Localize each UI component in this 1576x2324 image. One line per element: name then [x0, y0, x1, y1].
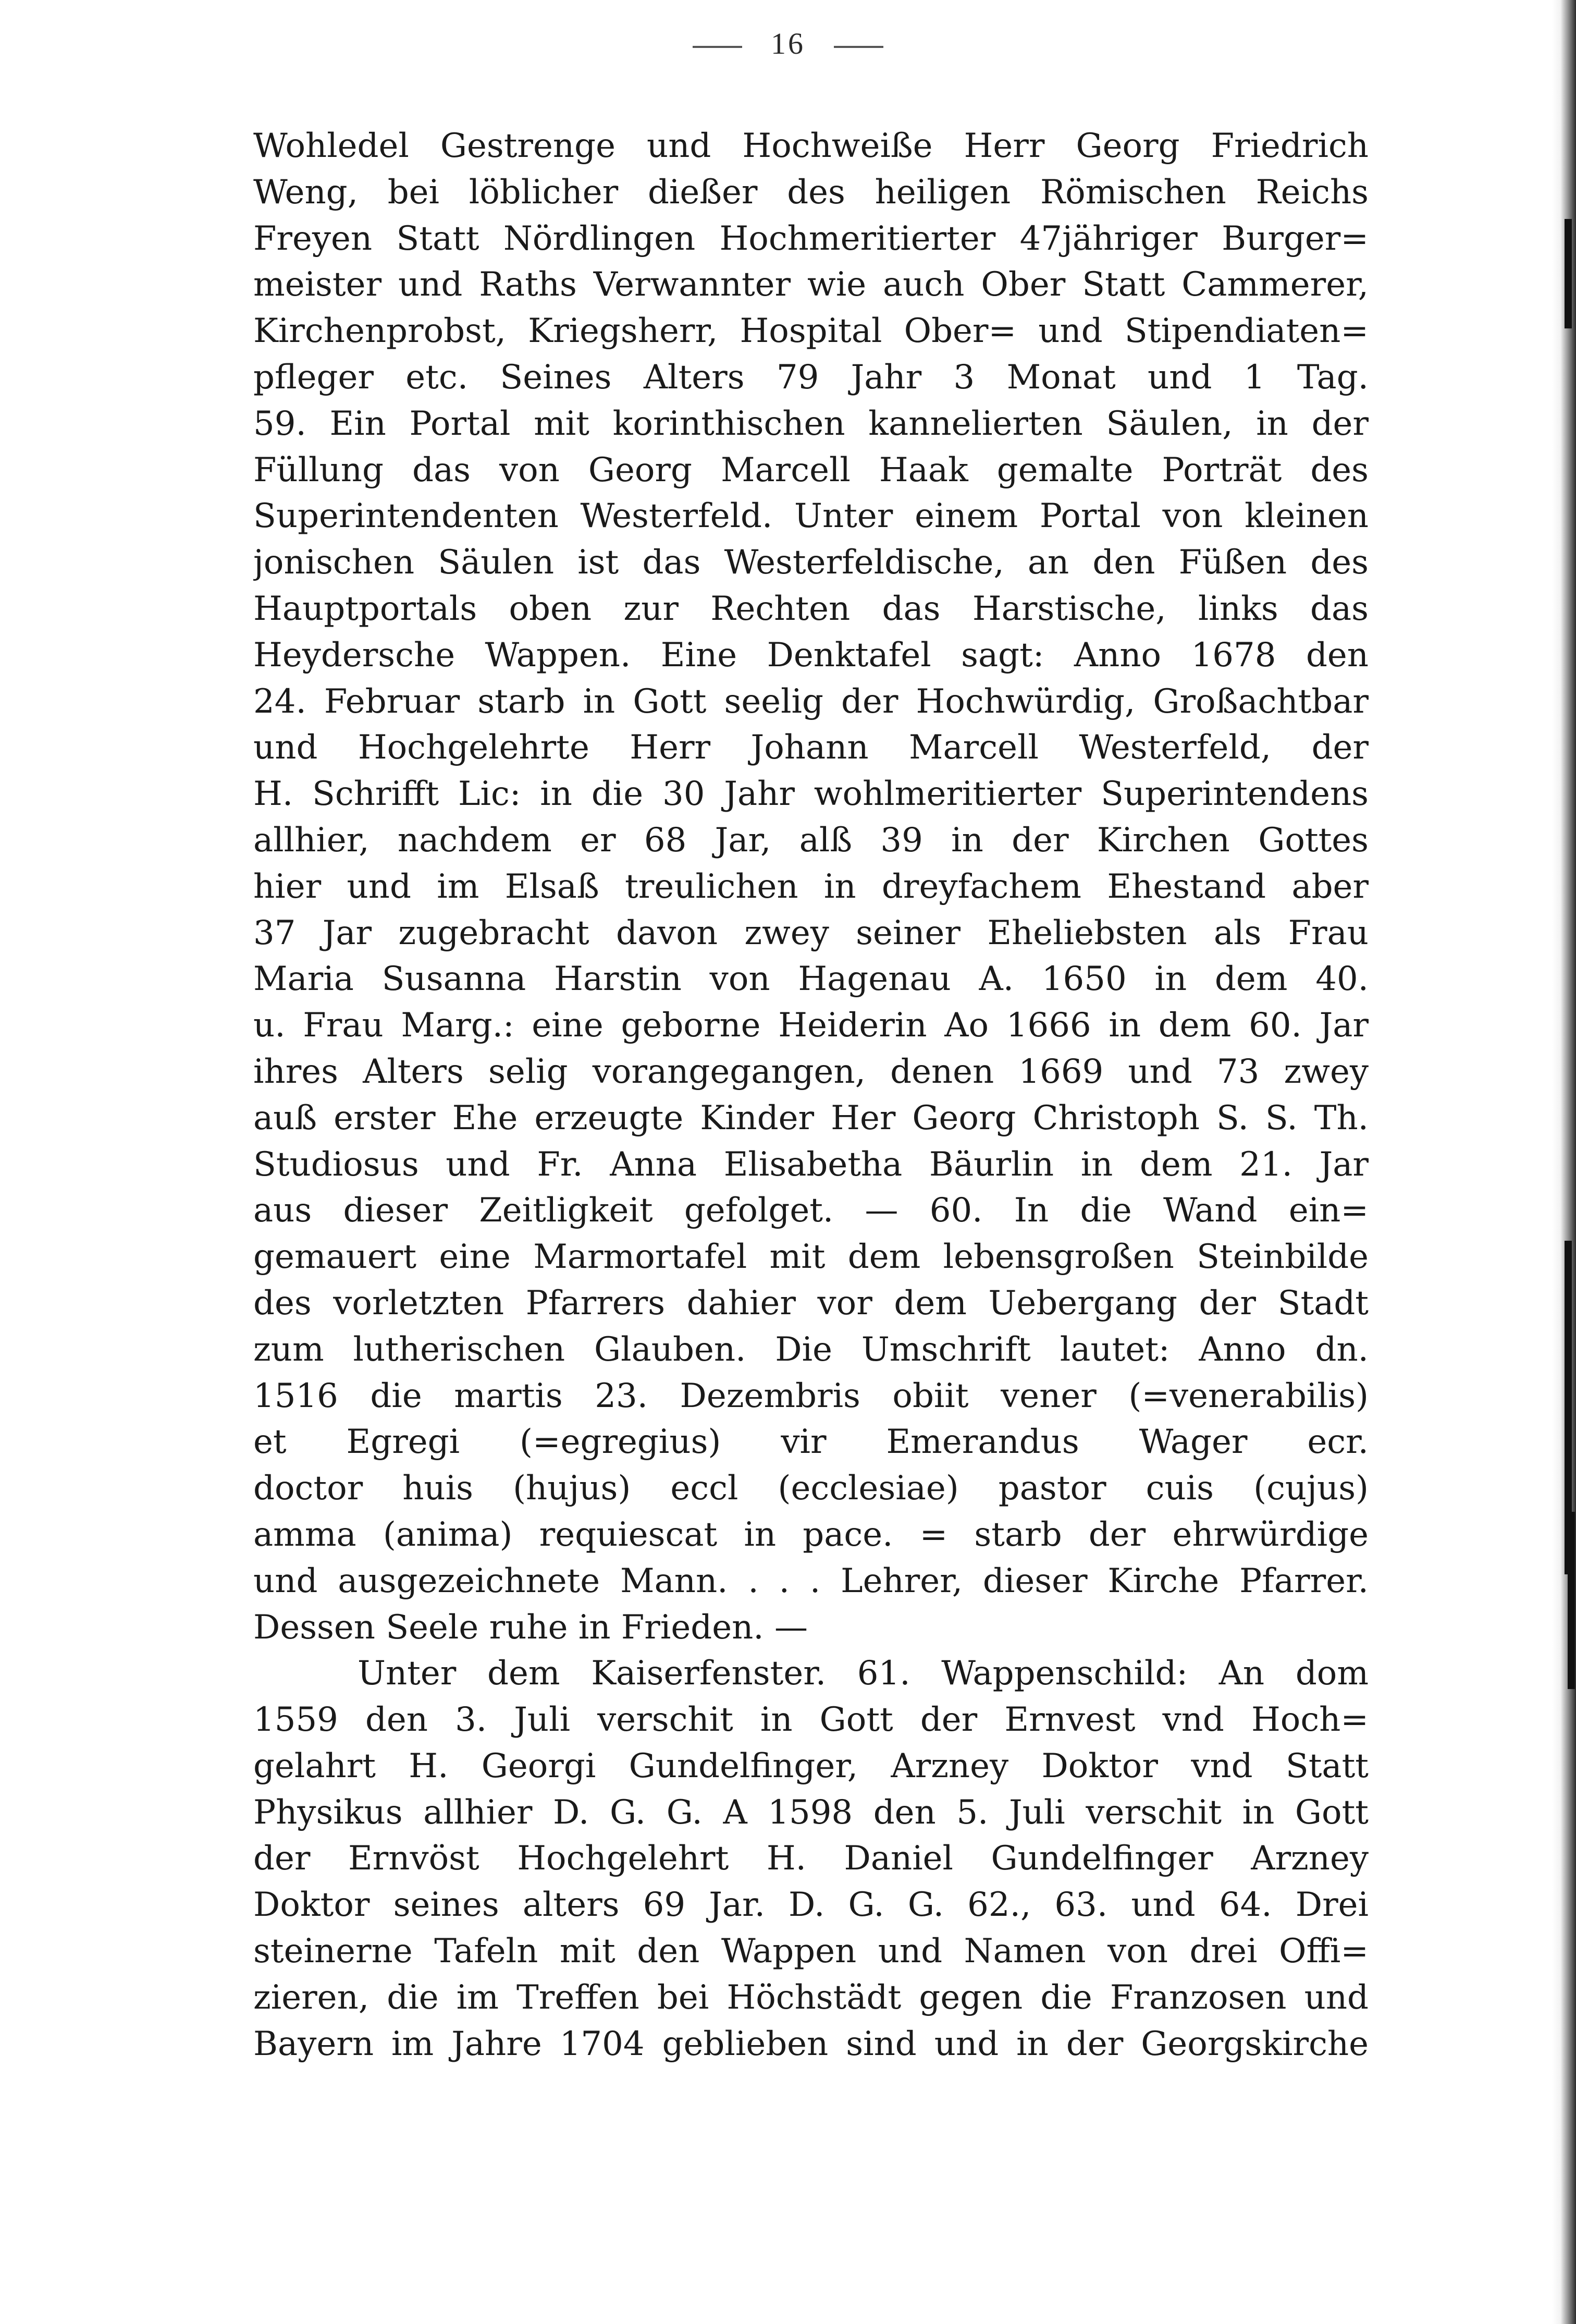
text-line: Unter dem Kaiserfenster. 61. Wappenschild: An dom	[358, 1654, 1369, 1693]
text-line: Wohledel Gestrenge und Hochweiße Herr Georg Friedrich	[253, 127, 1369, 165]
text-line: jonischen Säulen ist das Westerfeldische, an den Füßen des	[253, 543, 1369, 582]
header-dash-left	[693, 46, 742, 48]
page-number: 16	[771, 27, 805, 60]
text-line: und ausgezeichnete Mann. . . . Lehrer, dieser Kirche Pfarrer.	[253, 1561, 1369, 1600]
text-line: Maria Susanna Harstin von Hagenau A. 1650 in dem 40.	[253, 960, 1369, 999]
text-line: des vorletzten Pfarrers dahier vor dem Uebergang der Stadt	[253, 1283, 1369, 1323]
text-line: Dessen Seele ruhe in Frieden. —	[253, 1608, 808, 1647]
text-line: zum lutherischen Glauben. Die Umschrift lautet: Anno dn.	[253, 1330, 1369, 1369]
text-line: 37 Jar zugebracht davon zwey seiner Eheliebsten als Frau	[253, 913, 1369, 952]
text-line: u. Frau Marg.: eine geborne Heiderin Ao 1666 in dem 60. Jar	[253, 1006, 1369, 1045]
text-line: allhier, nachdem er 68 Jar, alß 39 in der Kirchen Gottes	[253, 821, 1369, 860]
page-header	[0, 26, 1576, 61]
text-line: 59. Ein Portal mit korinthischen kannelierten Säulen, in der	[253, 404, 1369, 443]
scan-page-edge	[1552, 0, 1576, 2324]
text-line: 1559 den 3. Juli verschit in Gott der Ernvest vnd Hoch=	[253, 1701, 1369, 1740]
text-line: ihres Alters selig vorangegangen, denen 1669 und 73 zwey	[253, 1052, 1369, 1091]
text-line: gemauert eine Marmortafel mit dem lebensgroßen Steinbilde	[253, 1238, 1369, 1277]
text-line: steinerne Tafeln mit den Wappen und Namen von drei Offi=	[253, 1932, 1369, 1971]
header-dash-right	[834, 46, 883, 48]
text-line: Freyen Statt Nördlingen Hochmeritierter 47jähriger Burger=	[253, 219, 1369, 258]
text-line: Kirchenprobst, Kriegsherr, Hospital Ober= und Stipendiaten=	[253, 312, 1369, 351]
text-line: H. Schrifft Lic: in die 30 Jahr wohlmeritierter Superintendens	[253, 775, 1369, 814]
text-line: Füllung das von Georg Marcell Haak gemalte Porträt des	[253, 450, 1369, 490]
text-line: Bayern im Jahre 1704 geblieben sind und in der Georgskirche	[253, 2024, 1369, 2063]
text-line: auß erster Ehe erzeugte Kinder Her Georg Christoph S. S. Th.	[253, 1098, 1369, 1137]
text-line: 1516 die martis 23. Dezembris obiit vener (=venerabilis)	[253, 1376, 1369, 1415]
text-line: 24. Februar starb in Gott seelig der Hochwürdig, Großachtbar	[253, 682, 1369, 721]
text-line: Hauptportals oben zur Rechten das Harstische, links das	[253, 589, 1369, 628]
scan-edge-mark	[1565, 219, 1572, 328]
text-line: hier und im Elsaß treulichen in dreyfachem Ehestand aber	[253, 867, 1369, 906]
text-line: et Egregi (=egregius) vir Emerandus Wager ecr.	[253, 1423, 1369, 1462]
text-line: zieren, die im Treffen bei Höchstädt gegen die Franzosen und	[253, 1978, 1369, 2017]
text-line: und Hochgelehrte Herr Johann Marcell Westerfeld, der	[253, 728, 1369, 767]
text-line: amma (anima) requiescat in pace. = starb der ehrwürdige	[253, 1515, 1369, 1554]
text-line: Superintendenten Westerfeld. Unter einem Portal von kleinen	[253, 497, 1369, 536]
text-line: der Ernvöst Hochgelehrt H. Daniel Gundelfinger Arzney	[253, 1839, 1369, 1878]
text-line: meister und Raths Verwannter wie auch Ober Statt Cammerer,	[253, 265, 1369, 304]
text-line: gelahrt H. Georgi Gundelfinger, Arzney Doktor vnd Statt	[253, 1746, 1369, 1785]
text-line: pfleger etc. Seines Alters 79 Jahr 3 Monat und 1 Tag.	[253, 358, 1369, 397]
text-line: Heydersche Wappen. Eine Denktafel sagt: Anno 1678 den	[253, 635, 1369, 675]
text-line: Doktor seines alters 69 Jar. D. G. G. 62., 63. und 64. Drei	[253, 1886, 1369, 1925]
text-line: Physikus allhier D. G. G. A 1598 den 5. Juli verschit in Gott	[253, 1793, 1369, 1832]
body-text	[253, 123, 1369, 2067]
text-line: aus dieser Zeitligkeit gefolget. — 60. In die Wand ein=	[253, 1191, 1369, 1230]
scan-edge-mark	[1568, 1512, 1575, 1689]
text-line: doctor huis (hujus) eccl (ecclesiae) pastor cuis (cujus)	[253, 1469, 1369, 1508]
text-line: Studiosus und Fr. Anna Elisabetha Bäurlin in dem 21. Jar	[253, 1145, 1369, 1184]
text-line: Weng, bei löblicher dießer des heiligen Römischen Reichs	[253, 173, 1369, 212]
